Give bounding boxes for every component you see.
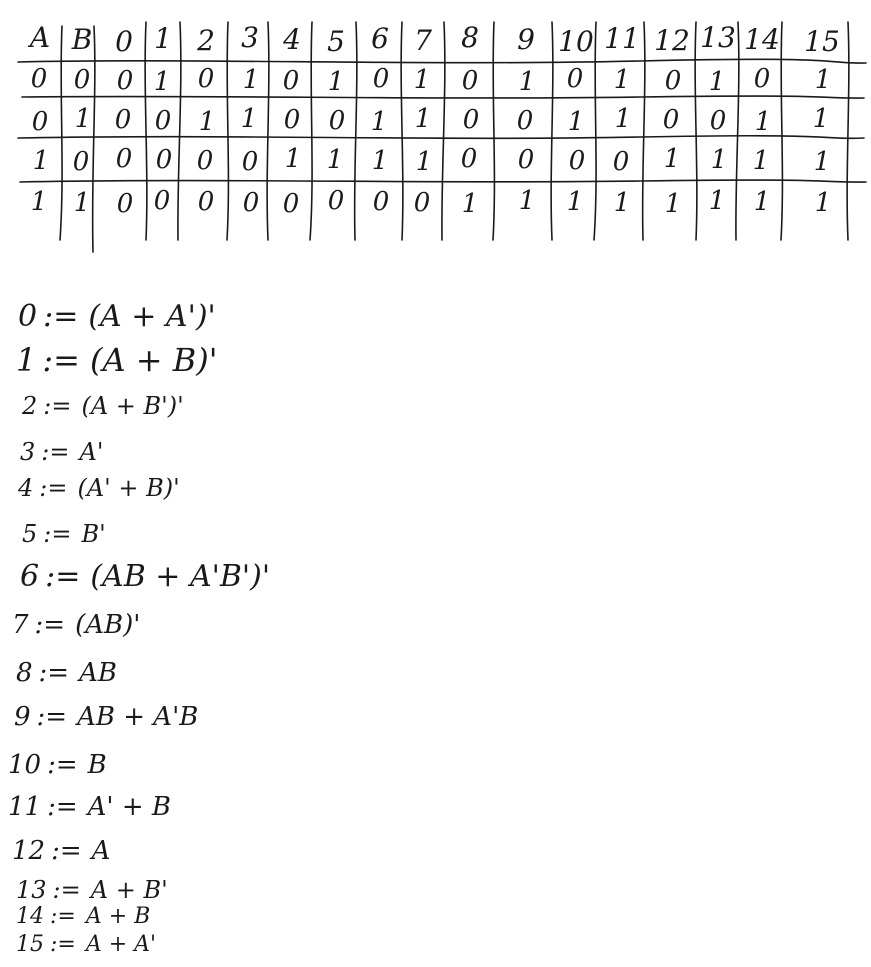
definition-line	[16, 660, 117, 686]
column-header: B	[71, 23, 93, 56]
column-header: 6	[371, 22, 389, 55]
column-header: 14	[744, 23, 780, 56]
table-cell: 0	[461, 66, 479, 96]
table-cell: 1	[370, 107, 388, 137]
column-divider	[60, 26, 62, 240]
table-cell: 1	[414, 104, 432, 134]
assign-symbol: :=	[36, 702, 68, 732]
definition-expression: A + A'	[85, 932, 157, 957]
definition-line	[8, 752, 107, 778]
table-cell: 0	[73, 65, 91, 95]
table-cell: 1	[327, 67, 345, 97]
table-cell: 0	[116, 66, 134, 96]
table-cell: 0	[30, 64, 48, 94]
definition-line	[14, 704, 198, 730]
table-cell: 1	[371, 146, 389, 176]
definition-expression: (A' + B)'	[77, 474, 180, 502]
table-cell: 1	[812, 104, 830, 134]
table-cell: 0	[197, 187, 215, 217]
assign-symbol: :=	[52, 876, 81, 904]
column-header: 2	[197, 24, 215, 57]
table-cell: 1	[240, 104, 258, 134]
column-divider	[736, 22, 739, 240]
table-cell: 1	[413, 65, 431, 95]
column-divider	[227, 22, 228, 240]
table-cell: 1	[74, 104, 92, 134]
column-divider	[401, 22, 403, 240]
column-header: 7	[414, 24, 432, 57]
table-cell: 1	[614, 104, 632, 134]
table-cell: 1	[284, 144, 302, 174]
definition-expression: A'	[79, 438, 104, 466]
table-cell: 0	[460, 144, 478, 174]
definition-number: 4	[18, 474, 34, 502]
table-cell: 0	[242, 188, 260, 218]
column-header: 0	[115, 25, 133, 58]
column-header: 10	[558, 25, 594, 58]
column-divider	[310, 22, 312, 240]
definition-number: 3	[20, 438, 36, 466]
column-header: 1	[154, 22, 172, 55]
definition-expression: (AB + A'B')'	[90, 559, 271, 594]
definition-number: 13	[16, 876, 47, 904]
table-cell: 1	[326, 145, 344, 175]
assign-symbol: :=	[47, 750, 78, 780]
table-cell: 1	[708, 186, 726, 216]
definition-line	[20, 440, 103, 464]
definition-line	[16, 906, 150, 928]
definition-expression: A + B'	[90, 876, 168, 904]
definition-number: 15	[16, 932, 44, 957]
assign-symbol: :=	[38, 658, 70, 688]
table-cell: 0	[196, 146, 214, 176]
grid-lines	[18, 22, 866, 252]
definition-number: 6	[20, 559, 40, 594]
table-cell: 1	[415, 147, 433, 177]
definition-expression: (A + A')'	[88, 299, 216, 334]
table-cell: 0	[114, 105, 132, 135]
definition-number: 2	[22, 392, 38, 420]
definition-line	[22, 522, 106, 546]
column-divider	[267, 22, 269, 240]
definition-expression: A + B	[85, 904, 151, 929]
column-header: 3	[241, 21, 259, 54]
table-cell: 0	[566, 64, 584, 94]
definition-number: 8	[16, 658, 33, 688]
table-cell: 0	[72, 147, 90, 177]
table-cell: 0	[115, 144, 133, 174]
table-cell: 0	[517, 145, 535, 175]
column-divider	[93, 26, 95, 252]
table-cell: 1	[813, 147, 831, 177]
definition-line	[20, 559, 271, 594]
definition-line	[18, 476, 180, 500]
column-header: 13	[700, 21, 736, 54]
table-cell: 1	[814, 188, 832, 218]
table-cell: 1	[708, 67, 726, 97]
table-cell: 0	[154, 106, 172, 136]
table-cell: 0	[612, 147, 630, 177]
definition-number: 12	[12, 836, 46, 866]
table-cell: 1	[613, 188, 631, 218]
table-cell: 0	[568, 146, 586, 176]
definition-line	[12, 838, 110, 864]
assign-symbol: :=	[42, 341, 80, 379]
table-cell: 0	[462, 105, 480, 135]
column-divider	[847, 22, 849, 240]
table-cell: 0	[709, 106, 727, 136]
assign-symbol: :=	[43, 299, 79, 334]
definition-line	[18, 299, 216, 334]
column-divider	[145, 22, 147, 240]
definition-number: 7	[12, 610, 29, 640]
assign-symbol: :=	[34, 610, 66, 640]
table-cell: 1	[754, 107, 772, 137]
assign-symbol: :=	[47, 792, 78, 822]
table-cell: 1	[198, 107, 216, 137]
column-divider	[594, 22, 596, 240]
definition-expression: A	[91, 836, 111, 866]
column-header: A	[29, 21, 51, 54]
definition-line	[16, 934, 156, 956]
table-cell: 0	[662, 105, 680, 135]
table-cell: 1	[753, 187, 771, 217]
column-divider	[178, 22, 181, 240]
column-header: 12	[654, 24, 690, 57]
table-cell: 0	[372, 64, 390, 94]
definition-number: 9	[14, 702, 31, 732]
table-cell: 1	[710, 145, 728, 175]
column-header: 9	[517, 23, 535, 56]
assign-symbol: :=	[43, 392, 72, 420]
assign-symbol: :=	[45, 559, 81, 594]
column-header: 4	[283, 23, 301, 56]
table-cell: 0	[282, 66, 300, 96]
column-divider	[493, 22, 494, 240]
definition-expression: (A + B')'	[81, 392, 184, 420]
column-header: 5	[327, 25, 345, 58]
column-divider	[551, 22, 553, 240]
definition-expression: A' + B	[87, 792, 171, 822]
table-cell: 1	[567, 107, 585, 137]
assign-symbol: :=	[43, 520, 72, 548]
definition-line	[16, 878, 168, 902]
definition-expression: (A + B)'	[89, 341, 218, 379]
table-cell: 1	[461, 189, 479, 219]
table-cell: 0	[241, 147, 259, 177]
definition-number: 10	[8, 750, 42, 780]
table-cell: 1	[153, 67, 171, 97]
table-cell: 0	[372, 187, 390, 217]
assign-symbol: :=	[41, 438, 70, 466]
definition-expression: B'	[81, 520, 106, 548]
table-cell: 1	[814, 65, 832, 95]
table-cell: 1	[566, 187, 584, 217]
assign-symbol: :=	[50, 904, 76, 929]
table-cell: 0	[327, 186, 345, 216]
table-cell: 1	[752, 146, 770, 176]
table-cell: 1	[73, 188, 91, 218]
column-header: 11	[604, 22, 640, 55]
definition-number: 14	[16, 904, 44, 929]
definition-line	[8, 794, 171, 820]
column-header: 15	[804, 25, 840, 58]
table-cell: 1	[242, 65, 260, 95]
definition-expression: AB	[79, 658, 117, 688]
definition-line	[12, 612, 140, 638]
definition-line	[16, 341, 218, 379]
assign-symbol: :=	[51, 836, 82, 866]
table-cell: 0	[753, 64, 771, 94]
definition-number: 1	[16, 341, 37, 379]
table-cell: 0	[153, 186, 171, 216]
table-cell: 0	[197, 64, 215, 94]
table-cell: 1	[613, 65, 631, 95]
column-divider	[442, 22, 445, 240]
definition-number: 5	[22, 520, 38, 548]
table-cell: 0	[155, 145, 173, 175]
definition-line	[22, 394, 184, 418]
table-cell: 1	[32, 146, 50, 176]
table-cell: 1	[664, 189, 682, 219]
table-cell: 0	[31, 107, 49, 137]
definition-expression: B	[87, 750, 107, 780]
table-cell: 1	[518, 67, 536, 97]
table-cell: 0	[516, 106, 534, 136]
table-cell: 1	[518, 186, 536, 216]
table-cell: 0	[328, 106, 346, 136]
table-cell: 0	[413, 188, 431, 218]
definition-expression: (AB)'	[75, 610, 141, 640]
table-cell: 0	[116, 189, 134, 219]
column-divider	[355, 22, 357, 240]
table-cell: 0	[282, 189, 300, 219]
column-header: 8	[461, 21, 479, 54]
definition-expression: AB + A'B	[77, 702, 199, 732]
table-cell: 1	[663, 144, 681, 174]
table-cell: 1	[30, 187, 48, 217]
definition-number: 11	[8, 792, 42, 822]
column-divider	[781, 22, 782, 240]
table-cell: 0	[283, 105, 301, 135]
definition-number: 0	[18, 299, 38, 334]
column-divider	[695, 22, 697, 240]
assign-symbol: :=	[50, 932, 76, 957]
table-cell: 0	[664, 66, 682, 96]
assign-symbol: :=	[39, 474, 68, 502]
column-divider	[643, 22, 645, 240]
